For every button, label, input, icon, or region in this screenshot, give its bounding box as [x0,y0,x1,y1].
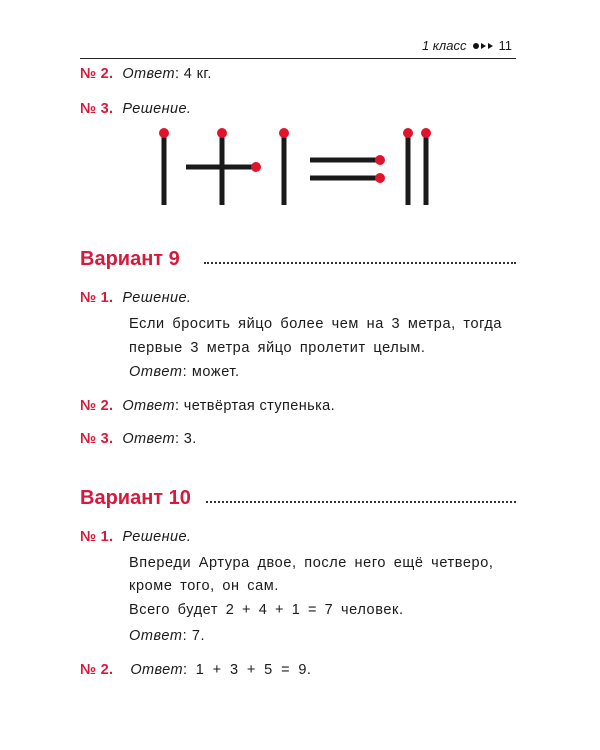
num-index: 3. [100,101,114,117]
v10-answer-1 [129,628,205,644]
dotted-rule [204,262,516,264]
match-head [375,173,385,183]
header-right [422,38,512,53]
match-head [159,128,169,138]
match-head [279,128,289,138]
num-sign: № [80,529,97,545]
num-index: 2. [100,662,114,678]
v9-item-1 [80,290,191,306]
matchstick-equation-figure [150,125,450,210]
match-head [375,155,385,165]
num-sign: № [80,431,97,447]
answer-label: Ответ [129,628,183,644]
match-head [421,128,431,138]
dotted-rule [206,501,516,503]
variant-10-title: Вариант 10 [80,487,191,509]
variant-9-title: Вариант 9 [80,248,180,270]
v9-answer-1 [129,364,240,380]
answer-label: Ответ [130,662,183,678]
v10-text-line-2: кроме того, он сам. [129,578,279,594]
answer-text: : может. [182,364,240,380]
num-index: 2. [100,398,114,414]
v10-text-line-3: Всего будет 2 + 4 + 1 = 7 человек. [129,602,404,618]
num-index: 3. [100,431,114,447]
page-header [80,36,516,59]
page-number: 11 [498,38,512,53]
answer-text: : четвёртая ступенька. [174,398,336,414]
v10-item-2 [80,662,311,678]
num-sign: № [80,662,97,678]
item-top-3 [80,101,191,117]
solution-label: Решение. [122,101,192,117]
num-index: 2. [100,66,114,82]
v10-item-1 [80,529,191,545]
answer-label: Ответ [122,66,175,82]
num-index: 1. [100,290,114,306]
grade-label: 1 класс [421,38,467,53]
answer-text: : 1 + 3 + 5 = 9. [182,662,312,678]
num-sign: № [80,398,97,414]
match-head [217,128,227,138]
num-sign: № [80,66,97,82]
answer-text: : 4 кг. [174,66,212,82]
v9-text-line-1: Если бросить яйцо более чем на 3 метра, тогда [129,316,503,332]
item-top-2 [80,66,212,82]
match-head [403,128,413,138]
solution-label: Решение. [122,290,192,306]
v9-item-3 [80,431,197,447]
answer-text: : 7. [182,628,206,644]
dots-icon [473,43,493,49]
answer-text: : 3. [174,431,197,447]
v10-text-line-1: Впереди Артура двое, после него ещё четверо, [129,555,494,571]
answer-label: Ответ [122,431,175,447]
answer-label: Ответ [129,364,183,380]
num-sign: № [80,101,97,117]
num-sign: № [80,290,97,306]
num-index: 1. [100,529,114,545]
answer-label: Ответ [122,398,175,414]
v9-text-line-2: первые 3 метра яйцо пролетит целым. [129,340,426,356]
solution-label: Решение. [122,529,192,545]
match-head [251,162,261,172]
v9-item-2 [80,398,335,414]
